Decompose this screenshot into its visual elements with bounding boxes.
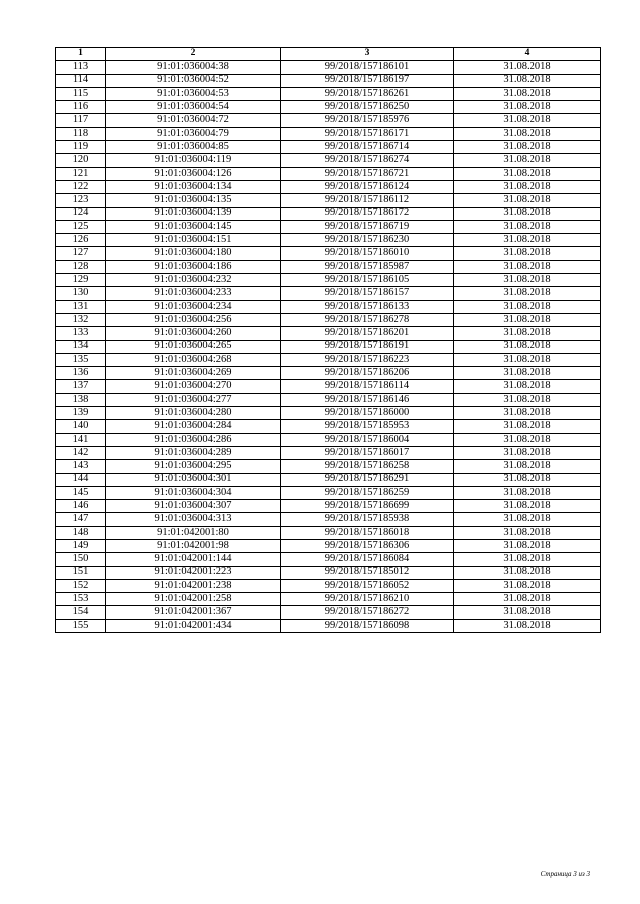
table-row [56,433,601,446]
row-number-cell: 126 [56,234,106,247]
table-row [56,367,601,380]
header-col-2: 2 [106,48,281,61]
table-row [56,101,601,114]
date-cell: 31.08.2018 [454,114,601,127]
row-number-cell: 132 [56,313,106,326]
table-row [56,380,601,393]
date-cell: 31.08.2018 [454,300,601,313]
row-number-cell: 134 [56,340,106,353]
registration-number-cell: 99/2018/157186261 [281,87,454,100]
table-row [56,234,601,247]
row-number-cell: 137 [56,380,106,393]
table-row [56,260,601,273]
row-number-cell: 148 [56,526,106,539]
cadastral-number-cell: 91:01:036004:269 [106,367,281,380]
date-cell: 31.08.2018 [454,207,601,220]
cadastral-number-cell: 91:01:036004:85 [106,141,281,154]
cadastral-number-cell: 91:01:036004:280 [106,407,281,420]
registration-number-cell: 99/2018/157186274 [281,154,454,167]
date-cell: 31.08.2018 [454,220,601,233]
row-number-cell: 141 [56,433,106,446]
registration-number-cell: 99/2018/157186230 [281,234,454,247]
cadastral-number-cell: 91:01:036004:134 [106,180,281,193]
cadastral-number-cell: 91:01:036004:151 [106,234,281,247]
row-number-cell: 125 [56,220,106,233]
header-col-3: 3 [281,48,454,61]
date-cell: 31.08.2018 [454,433,601,446]
table-row [56,513,601,526]
date-cell: 31.08.2018 [454,61,601,74]
registration-number-cell: 99/2018/157185987 [281,260,454,273]
date-cell: 31.08.2018 [454,287,601,300]
cadastral-number-cell: 91:01:036004:54 [106,101,281,114]
cadastral-number-cell: 91:01:036004:119 [106,154,281,167]
cadastral-number-cell: 91:01:036004:304 [106,486,281,499]
registration-number-cell: 99/2018/157186278 [281,313,454,326]
row-number-cell: 145 [56,486,106,499]
table-row [56,220,601,233]
date-cell: 31.08.2018 [454,180,601,193]
table-row [56,473,601,486]
date-cell: 31.08.2018 [454,460,601,473]
row-number-cell: 128 [56,260,106,273]
registration-number-cell: 99/2018/157186105 [281,274,454,287]
cadastral-number-cell: 91:01:036004:284 [106,420,281,433]
cadastral-number-cell: 91:01:036004:256 [106,313,281,326]
cadastral-number-cell: 91:01:036004:139 [106,207,281,220]
cadastral-number-cell: 91:01:036004:180 [106,247,281,260]
registration-number-cell: 99/2018/157186146 [281,393,454,406]
table-row [56,247,601,260]
cadastral-number-cell: 91:01:036004:126 [106,167,281,180]
date-cell: 31.08.2018 [454,446,601,459]
row-number-cell: 131 [56,300,106,313]
registration-number-cell: 99/2018/157186017 [281,446,454,459]
header-col-1: 1 [56,48,106,61]
cadastral-number-cell: 91:01:036004:270 [106,380,281,393]
row-number-cell: 115 [56,87,106,100]
cadastral-number-cell: 91:01:036004:313 [106,513,281,526]
cadastral-number-cell: 91:01:042001:434 [106,619,281,632]
registration-number-cell: 99/2018/157186112 [281,194,454,207]
row-number-cell: 135 [56,353,106,366]
table-row [56,526,601,539]
registration-number-cell: 99/2018/157186000 [281,407,454,420]
cadastral-number-cell: 91:01:036004:38 [106,61,281,74]
table-row [56,553,601,566]
row-number-cell: 151 [56,566,106,579]
cadastral-number-cell: 91:01:036004:234 [106,300,281,313]
date-cell: 31.08.2018 [454,340,601,353]
date-cell: 31.08.2018 [454,566,601,579]
cadastral-number-cell: 91:01:036004:286 [106,433,281,446]
date-cell: 31.08.2018 [454,353,601,366]
date-cell: 31.08.2018 [454,606,601,619]
registration-number-cell: 99/2018/157186291 [281,473,454,486]
table-row [56,486,601,499]
table-row [56,207,601,220]
date-cell: 31.08.2018 [454,154,601,167]
row-number-cell: 140 [56,420,106,433]
registration-number-cell: 99/2018/157185976 [281,114,454,127]
table-row [56,393,601,406]
table-row [56,274,601,287]
cadastral-number-cell: 91:01:036004:79 [106,127,281,140]
cadastral-number-cell: 91:01:036004:260 [106,327,281,340]
date-cell: 31.08.2018 [454,473,601,486]
table-row [56,539,601,552]
table-row [56,313,601,326]
registration-number-cell: 99/2018/157186223 [281,353,454,366]
date-cell: 31.08.2018 [454,127,601,140]
row-number-cell: 143 [56,460,106,473]
date-cell: 31.08.2018 [454,526,601,539]
registration-number-cell: 99/2018/157186272 [281,606,454,619]
registration-number-cell: 99/2018/157186699 [281,500,454,513]
date-cell: 31.08.2018 [454,420,601,433]
registration-number-cell: 99/2018/157186114 [281,380,454,393]
row-number-cell: 138 [56,393,106,406]
row-number-cell: 118 [56,127,106,140]
registration-number-cell: 99/2018/157186201 [281,327,454,340]
cadastral-number-cell: 91:01:042001:258 [106,593,281,606]
table-row [56,619,601,632]
cadastral-number-cell: 91:01:036004:301 [106,473,281,486]
row-number-cell: 155 [56,619,106,632]
date-cell: 31.08.2018 [454,234,601,247]
table-row [56,446,601,459]
row-number-cell: 120 [56,154,106,167]
table-row [56,167,601,180]
cadastral-number-cell: 91:01:036004:307 [106,500,281,513]
table-row [56,353,601,366]
registration-number-cell: 99/2018/157186018 [281,526,454,539]
table-row [56,114,601,127]
cadastral-number-cell: 91:01:036004:52 [106,74,281,87]
date-cell: 31.08.2018 [454,327,601,340]
row-number-cell: 144 [56,473,106,486]
registration-number-cell: 99/2018/157186172 [281,207,454,220]
row-number-cell: 119 [56,141,106,154]
registration-number-cell: 99/2018/157186721 [281,167,454,180]
registration-number-cell: 99/2018/157186052 [281,579,454,592]
registration-number-cell: 99/2018/157186206 [281,367,454,380]
date-cell: 31.08.2018 [454,101,601,114]
table-row [56,87,601,100]
registration-number-cell: 99/2018/157186258 [281,460,454,473]
cadastral-number-cell: 91:01:042001:144 [106,553,281,566]
table-row [56,460,601,473]
cadastral-number-cell: 91:01:036004:277 [106,393,281,406]
registration-number-cell: 99/2018/157186157 [281,287,454,300]
registration-number-cell: 99/2018/157186098 [281,619,454,632]
row-number-cell: 117 [56,114,106,127]
table-row [56,420,601,433]
cadastral-number-cell: 91:01:036004:72 [106,114,281,127]
table-row [56,500,601,513]
cadastral-number-cell: 91:01:042001:98 [106,539,281,552]
cadastral-number-cell: 91:01:036004:186 [106,260,281,273]
registration-number-cell: 99/2018/157186197 [281,74,454,87]
row-number-cell: 142 [56,446,106,459]
row-number-cell: 146 [56,500,106,513]
row-number-cell: 123 [56,194,106,207]
table-row [56,606,601,619]
row-number-cell: 139 [56,407,106,420]
date-cell: 31.08.2018 [454,393,601,406]
table-row [56,127,601,140]
registration-number-cell: 99/2018/157186124 [281,180,454,193]
row-number-cell: 124 [56,207,106,220]
row-number-cell: 121 [56,167,106,180]
date-cell: 31.08.2018 [454,407,601,420]
date-cell: 31.08.2018 [454,513,601,526]
registration-number-cell: 99/2018/157186084 [281,553,454,566]
cadastral-number-cell: 91:01:042001:80 [106,526,281,539]
cadastral-number-cell: 91:01:036004:53 [106,87,281,100]
table-row [56,141,601,154]
registration-number-cell: 99/2018/157186004 [281,433,454,446]
date-cell: 31.08.2018 [454,247,601,260]
row-number-cell: 153 [56,593,106,606]
row-number-cell: 130 [56,287,106,300]
table-row [56,194,601,207]
cadastral-number-cell: 91:01:036004:135 [106,194,281,207]
row-number-cell: 154 [56,606,106,619]
date-cell: 31.08.2018 [454,579,601,592]
table-row [56,154,601,167]
date-cell: 31.08.2018 [454,167,601,180]
row-number-cell: 116 [56,101,106,114]
registration-number-cell: 99/2018/157186171 [281,127,454,140]
cadastral-number-cell: 91:01:036004:232 [106,274,281,287]
table-row [56,180,601,193]
row-number-cell: 127 [56,247,106,260]
date-cell: 31.08.2018 [454,260,601,273]
row-number-cell: 147 [56,513,106,526]
table-body [56,61,601,633]
date-cell: 31.08.2018 [454,500,601,513]
cadastral-number-cell: 91:01:036004:145 [106,220,281,233]
cadastral-number-cell: 91:01:036004:233 [106,287,281,300]
cadastral-number-cell: 91:01:042001:367 [106,606,281,619]
date-cell: 31.08.2018 [454,380,601,393]
row-number-cell: 133 [56,327,106,340]
date-cell: 31.08.2018 [454,313,601,326]
registry-table [55,47,601,633]
cadastral-number-cell: 91:01:036004:295 [106,460,281,473]
date-cell: 31.08.2018 [454,274,601,287]
table-row [56,74,601,87]
date-cell: 31.08.2018 [454,194,601,207]
registration-number-cell: 99/2018/157185938 [281,513,454,526]
registration-number-cell: 99/2018/157185953 [281,420,454,433]
cadastral-number-cell: 91:01:036004:289 [106,446,281,459]
cadastral-number-cell: 91:01:042001:223 [106,566,281,579]
registration-number-cell: 99/2018/157186210 [281,593,454,606]
table-row [56,593,601,606]
registration-number-cell: 99/2018/157186101 [281,61,454,74]
registration-number-cell: 99/2018/157186259 [281,486,454,499]
table-row [56,327,601,340]
cadastral-number-cell: 91:01:036004:268 [106,353,281,366]
page-number: Страница 3 из 3 [540,870,590,878]
table-row [56,61,601,74]
row-number-cell: 150 [56,553,106,566]
row-number-cell: 152 [56,579,106,592]
registration-number-cell: 99/2018/157186010 [281,247,454,260]
row-number-cell: 113 [56,61,106,74]
date-cell: 31.08.2018 [454,539,601,552]
table-row [56,300,601,313]
table-header-row [56,48,601,61]
date-cell: 31.08.2018 [454,619,601,632]
row-number-cell: 114 [56,74,106,87]
row-number-cell: 136 [56,367,106,380]
registration-number-cell: 99/2018/157186133 [281,300,454,313]
date-cell: 31.08.2018 [454,486,601,499]
row-number-cell: 149 [56,539,106,552]
table-row [56,407,601,420]
date-cell: 31.08.2018 [454,553,601,566]
date-cell: 31.08.2018 [454,367,601,380]
registration-number-cell: 99/2018/157186250 [281,101,454,114]
table-row [56,340,601,353]
registration-number-cell: 99/2018/157185012 [281,566,454,579]
cadastral-number-cell: 91:01:042001:238 [106,579,281,592]
registration-number-cell: 99/2018/157186714 [281,141,454,154]
cadastral-number-cell: 91:01:036004:265 [106,340,281,353]
registration-number-cell: 99/2018/157186306 [281,539,454,552]
registration-number-cell: 99/2018/157186191 [281,340,454,353]
table-row [56,566,601,579]
header-col-4: 4 [454,48,601,61]
date-cell: 31.08.2018 [454,87,601,100]
registration-number-cell: 99/2018/157186719 [281,220,454,233]
row-number-cell: 122 [56,180,106,193]
table-row [56,579,601,592]
date-cell: 31.08.2018 [454,593,601,606]
table-row [56,287,601,300]
date-cell: 31.08.2018 [454,74,601,87]
date-cell: 31.08.2018 [454,141,601,154]
row-number-cell: 129 [56,274,106,287]
